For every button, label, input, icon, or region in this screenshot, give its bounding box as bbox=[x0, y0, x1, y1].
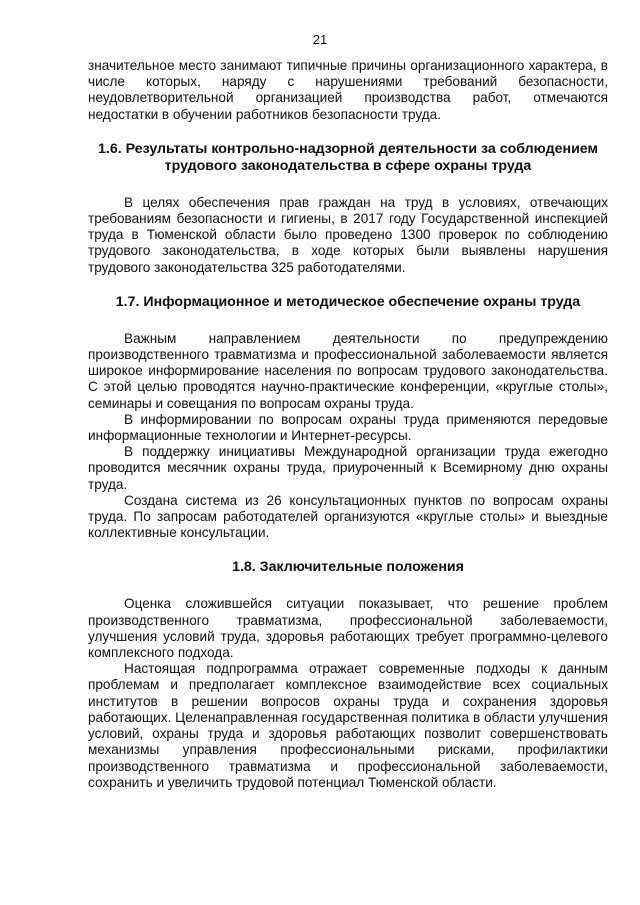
paragraph-information: Важным направлением деятельности по предупреждению производственного травматизма и профессиональной заболеваемости является широкое информирование населения по вопросам трудового законодательства. С этой целью проводятся научно-практические конференции, «круглые столы», семинары и совещания по вопросам охраны труда. bbox=[88, 330, 608, 411]
heading-section-1-8: 1.8. Заключительные положения bbox=[232, 559, 464, 576]
paragraph-month: В поддержку инициативы Международной организации труда ежегодно проводится месячник охраны труда, приуроченный к Всемирному дню охраны труда. bbox=[88, 444, 608, 492]
paragraph-assessment: Оценка сложившейся ситуации показывает, что решение проблем производственного травматизма, профессиональной заболеваемости, улучшения условий труда, здоровья работающих требует программно-целевого комплексного подхода. bbox=[88, 596, 608, 661]
paragraph-inspections: В целях обеспечения прав граждан на труд в условиях, отвечающих требованиям безопасности и гигиены, в 2017 году Государственной инспекцией труда в Тюменской области было проведено 1300 проверок по соблюдению трудового законодательства, в ходе которых были выявлены нарушения трудового законодательства 325 работодателями. bbox=[88, 194, 608, 275]
paragraph-consultations: Создана система из 26 консультационных пунктов по вопросам охраны труда. По запросам работодателей организуются «круглые столы» и выездные коллективные консультации. bbox=[88, 492, 608, 541]
paragraph-subprogram: Настоящая подпрограмма отражает современные подходы к данным проблемам и предполагает комплексное взаимодействие всех социальных институтов в решении вопросов охраны труда и сохранения здоровья работающих. Целенаправленная государственная политика в области улучшения условий, охраны труда и здоровья работающих позволит совершенствовать механизмы управления профессиональными рисками, профилактики производственного травматизма и профессиональной заболеваемости, сохранить и увеличить трудовой потенциал Тюменской области. bbox=[88, 661, 608, 790]
page-number: 21 bbox=[312, 32, 328, 47]
paragraph-intro: значительное место занимают типичные причины организационного характера, в числе которых, наряду с нарушениями требований безопасности, неудовлетворительной организацией производства работ, отмечаются недостатки в обучении работников безопасности труда. bbox=[88, 58, 608, 122]
heading-section-1-6: 1.6. Результаты контрольно-надзорной деятельности за соблюдением трудового законодательства в сфере охраны труда bbox=[98, 140, 598, 174]
paragraph-technologies: В информировании по вопросам охраны труда применяются передовые информационные технологии и Интернет-ресурсы. bbox=[88, 411, 608, 444]
page-content bbox=[88, 58, 608, 791]
heading-section-1-7: 1.7. Информационное и методическое обеспечение охраны труда bbox=[115, 293, 581, 310]
